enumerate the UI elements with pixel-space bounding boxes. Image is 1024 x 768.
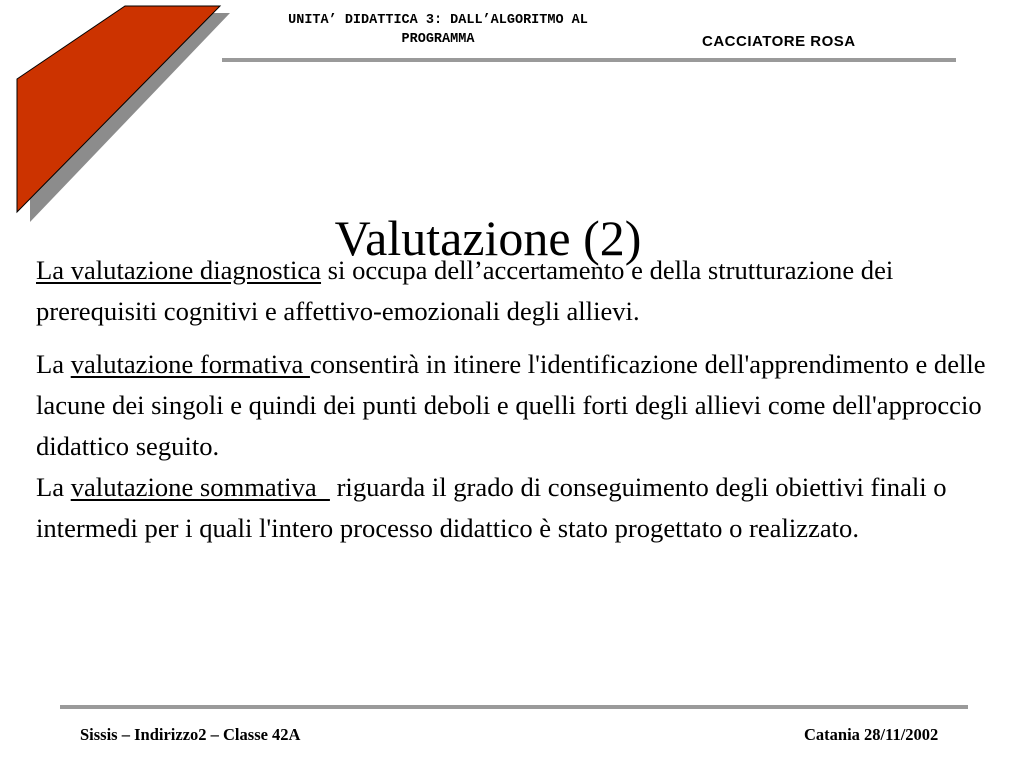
- unit-title-line2: PROGRAMMA: [401, 32, 475, 47]
- text-sommativa: riguarda il grado di conseguimento degli obiettivi finali o intermedi per i quali l'intero processo didattico è stato progettato o realizzato.: [36, 472, 947, 543]
- footer-date: Catania 28/11/2002: [804, 725, 939, 744]
- term-diagnostica: La valutazione diagnostica: [36, 255, 322, 285]
- paragraph-formativa: [36, 344, 998, 467]
- text-formativa: consentirà in itinere l'identificazione dell'apprendimento e delle lacune dei singoli e quindi dei punti deboli e quelli forti degli allievi come dell'approccio didattico seguito.: [36, 349, 986, 461]
- author-name: CACCIATORE ROSA: [702, 33, 856, 50]
- unit-title-line1: UNITA’ DIDATTICA 3: DALL’ALGORITMO AL: [288, 13, 588, 28]
- paragraph-diagnostica: [36, 250, 998, 332]
- decoration-parallelogram: [17, 6, 220, 212]
- header-divider: [222, 58, 956, 62]
- text-diagnostica: si occupa dell’accertamento e della strutturazione dei prerequisiti cognitivi e affettivo-emozionali degli allievi.: [36, 255, 894, 326]
- term-formativa: valutazione formativa: [70, 349, 310, 379]
- slide-body: [36, 250, 998, 549]
- unit-title: [232, 11, 644, 49]
- term-sommativa: valutazione sommativa: [70, 472, 330, 502]
- lead-formativa: La: [36, 349, 71, 379]
- slide-title: Valutazione (2): [334, 209, 642, 266]
- paragraph-sommativa: [36, 467, 998, 549]
- corner-decoration: [0, 0, 240, 230]
- footer-course: Sissis – Indirizzo2 – Classe 42A: [80, 725, 301, 744]
- footer-divider: [60, 705, 968, 709]
- lead-sommativa: La: [36, 472, 71, 502]
